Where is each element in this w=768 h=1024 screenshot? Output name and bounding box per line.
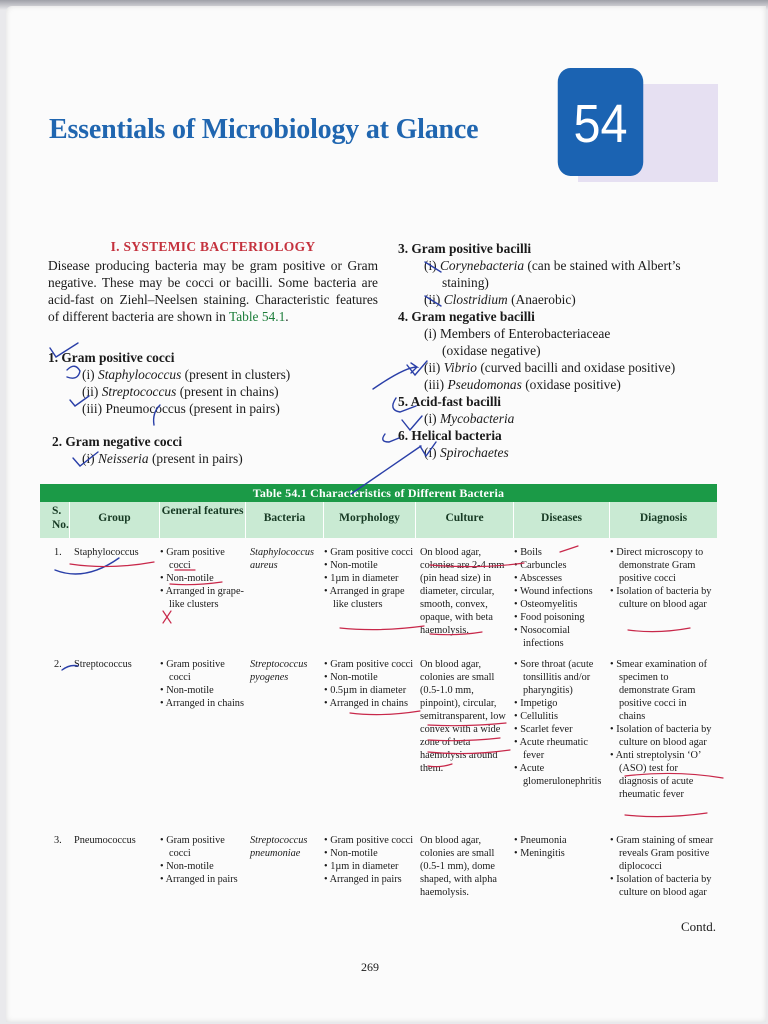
- cell-culture: On blood agar, colonies are small (0.5-1 mm), dome shaped, with alpha haemolysis.: [420, 835, 497, 898]
- column-header: Diseases: [514, 502, 610, 538]
- cell-features: [160, 546, 246, 654]
- cell-morphology: [324, 834, 416, 944]
- bullet-item: • Osteomyelitis: [514, 598, 608, 611]
- bullet-item: • Gram positive cocci: [160, 658, 244, 684]
- cell-culture: On blood agar, colonies are 2-4 mm (pin head size) in diameter, circular, smooth, convex, opaque, with beta haemolysis.: [420, 547, 505, 636]
- column-header: Diagnosis: [639, 512, 688, 524]
- section-heading: I. SYSTEMIC BACTERIOLOGY: [110, 239, 316, 254]
- table-row: [40, 538, 717, 654]
- group-heading: 5. Acid-fast bacilli: [398, 394, 502, 409]
- cell-bacteria: Staphylococcus aureus: [250, 547, 315, 571]
- cell-diseases: [514, 658, 610, 830]
- table-caption: Table 54.1 Characteristics of Different Bacteria: [40, 484, 717, 502]
- list-item-continued: (oxidase negative): [442, 343, 541, 358]
- bullet-item: • Isolation of bacteria by culture on blood agar: [610, 873, 715, 899]
- column-header: Culture: [416, 502, 514, 538]
- bullet-item: • Gram positive cocci: [160, 834, 244, 860]
- bullet-item: • Gram positive cocci: [324, 658, 414, 671]
- list-item-continued: staining): [442, 275, 489, 290]
- cell-number: 1.: [54, 547, 62, 558]
- bullet-item: • Impetigo: [514, 697, 608, 710]
- list-item: (i) Spirochaetes: [424, 445, 509, 460]
- cell-morphology: [324, 658, 416, 830]
- chapter-number: 54: [558, 68, 644, 176]
- group-gram-negative-bacilli: [398, 308, 716, 393]
- cell-culture: On blood agar, colonies are small (0.5-1.0 mm, pinpoint), circular, semitransparent, low convex with a wide zone of beta haemolysis around them.: [420, 659, 506, 774]
- bullet-item: • Non-motile: [160, 572, 244, 585]
- cell-group: Streptococcus: [74, 659, 132, 670]
- bullet-item: • Non-motile: [324, 671, 414, 684]
- bullet-item: • Arranged in chains: [160, 697, 244, 710]
- cell-features: [160, 834, 246, 944]
- table-row: [40, 654, 717, 830]
- column-header: Bacteria: [246, 502, 324, 538]
- group-heading: 2. Gram negative cocci: [52, 434, 183, 449]
- group-heading: 1. Gram positive cocci: [48, 350, 175, 365]
- bullet-item: • 0.5µm in diameter: [324, 684, 414, 697]
- right-column: [398, 240, 716, 461]
- bullet-item: • Isolation of bacteria by culture on blood agar: [610, 723, 715, 749]
- bacteria-table: [40, 484, 717, 944]
- bullet-item: • Non-motile: [160, 860, 244, 873]
- bullet-item: • Non-motile: [324, 847, 414, 860]
- bullet-item: • Meningitis: [514, 847, 608, 860]
- group-heading: 6. Helical bacteria: [398, 428, 502, 443]
- bullet-item: • Acute rheumatic fever: [514, 736, 608, 762]
- bullet-item: • Pneumonia: [514, 834, 608, 847]
- bullet-item: • Non-motile: [324, 559, 414, 572]
- bullet-item: • Food poisoning: [514, 611, 608, 624]
- bullet-item: • Arranged in grape-like clusters: [160, 585, 244, 611]
- bullet-item: • Carbuncles: [514, 559, 608, 572]
- bullet-item: • Arranged in chains: [324, 697, 414, 710]
- bullet-item: • Scarlet fever: [514, 723, 608, 736]
- bullet-item: • Gram staining of smear reveals Gram positive diplococci: [610, 834, 715, 873]
- table-reference-link[interactable]: Table 54.1: [228, 309, 286, 324]
- cell-group: Staphylococcus: [74, 547, 139, 558]
- bullet-item: • Abscesses: [514, 572, 608, 585]
- group-acid-fast-bacilli: [398, 393, 716, 427]
- bullet-item: • Gram positive cocci: [160, 546, 244, 572]
- cell-bacteria: Streptococcus pneumoniae: [250, 835, 308, 859]
- table-header-row: [40, 502, 717, 538]
- bullet-item: • Cellulitis: [514, 710, 608, 723]
- bullet-item: • Acute glomerulonephritis: [514, 762, 608, 788]
- column-header: Morphology: [324, 502, 416, 538]
- cell-diagnosis: [610, 658, 717, 830]
- bullet-item: • Boils: [514, 546, 608, 559]
- cell-number: 2.: [54, 659, 62, 670]
- bullet-item: • Gram positive cocci: [324, 546, 414, 559]
- list-item: (iii) Pneumococcus (present in pairs): [82, 401, 280, 416]
- cell-diseases: [514, 834, 610, 944]
- list-item: (i) Corynebacteria (can be stained with Albert’s: [424, 258, 681, 273]
- list-item: (i) Mycobacteria: [424, 411, 515, 426]
- table-body: [40, 538, 717, 944]
- bullet-item: • Anti streptolysin ‘O’ (ASO) test for diagnosis of acute rheumatic fever: [610, 749, 715, 801]
- list-item: (iii) Pseudomonas (oxidase positive): [424, 377, 621, 392]
- bullet-item: • Wound infections: [514, 585, 608, 598]
- bullet-item: • 1µm in diameter: [324, 572, 414, 585]
- list-item: (i) Neisseria (present in pairs): [82, 451, 243, 466]
- intro-text: Disease producing bacteria may be gram positive or Gram negative. These may be cocci or bacilli. Some bacteria are acid-fast on Ziehl–Neelsen staining. Characteristic features of different bacteria are shown in: [48, 258, 378, 324]
- group-gram-positive-bacilli: [398, 240, 716, 308]
- bullet-item: • Nosocomial infections: [514, 624, 608, 650]
- bullet-item: • Arranged in grape like clusters: [324, 585, 414, 611]
- column-header: General features: [160, 502, 246, 538]
- bullet-item: • Direct microscopy to demonstrate Gram positive cocci: [610, 546, 715, 585]
- cell-morphology: [324, 546, 416, 654]
- cell-bacteria: Streptococcus pyogenes: [250, 659, 308, 683]
- bullet-item: • Arranged in pairs: [160, 873, 244, 886]
- page-number: 269: [361, 960, 379, 974]
- bullet-item: • Arranged in pairs: [324, 873, 414, 886]
- continued-note: Contd.: [681, 919, 717, 934]
- cell-group: Pneumococcus: [74, 835, 136, 846]
- group-heading: 3. Gram positive bacilli: [398, 241, 532, 256]
- list-item: (ii) Clostridium (Anaerobic): [424, 292, 576, 307]
- column-header: S. No.: [40, 502, 70, 538]
- bullet-item: • Sore throat (acute tonsillitis and/or pharyngitis): [514, 658, 608, 697]
- bullet-item: • Non-motile: [160, 684, 244, 697]
- group-helical-bacteria: [398, 427, 716, 461]
- cell-diagnosis: [610, 546, 717, 654]
- cell-diseases: [514, 546, 610, 654]
- bullet-item: • 1µm in diameter: [324, 860, 414, 873]
- list-item: (i) Members of Enterobacteriaceae: [424, 326, 611, 341]
- bullet-item: • Isolation of bacteria by culture on blood agar: [610, 585, 715, 611]
- cell-number: 3.: [54, 835, 62, 846]
- list-item: (ii) Streptococcus (present in chains): [82, 384, 279, 399]
- bullet-item: • Smear examination of specimen to demonstrate Gram positive cocci in chains: [610, 658, 715, 723]
- table-row: [40, 830, 717, 944]
- group-gram-positive-cocci: [48, 349, 378, 417]
- list-item: (ii) Vibrio (curved bacilli and oxidase positive): [424, 360, 676, 375]
- left-column: [48, 238, 378, 467]
- column-header: Group: [70, 502, 160, 538]
- bullet-item: • Gram positive cocci: [324, 834, 414, 847]
- list-item: (i) Staphylococcus (present in clusters): [82, 367, 291, 382]
- intro-paragraph: [48, 257, 378, 325]
- intro-end: .: [285, 309, 289, 324]
- group-gram-negative-cocci: [48, 433, 378, 467]
- group-heading: 4. Gram negative bacilli: [398, 309, 535, 324]
- cell-features: [160, 658, 246, 830]
- chapter-title: Essentials of Microbiology at Glance: [49, 114, 479, 145]
